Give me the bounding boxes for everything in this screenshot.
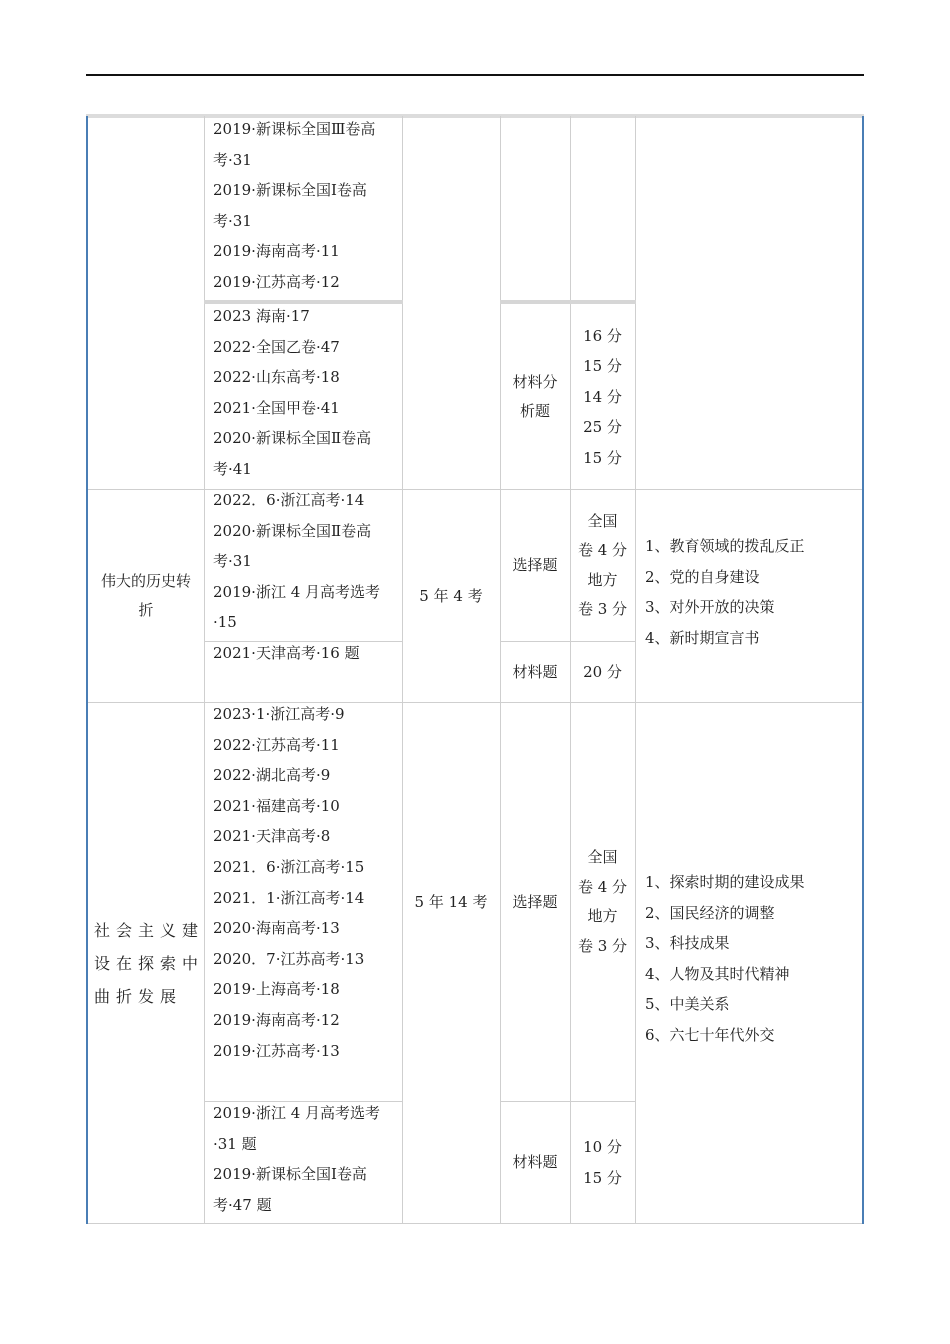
sources-cell (213, 114, 403, 298)
frequency-cell (402, 490, 500, 702)
score-line: 15 分 (583, 448, 622, 467)
score-line: 25 分 (583, 418, 622, 437)
score-line: 卷 4 分 (577, 541, 628, 559)
header-rule (86, 74, 864, 76)
topic-line: 社会主义建 (94, 920, 205, 940)
source-line: 2019·新课标全国Ⅰ卷高 (213, 1165, 367, 1184)
source-line: 2019·江苏高考·12 (213, 272, 340, 291)
source-line: ·15 (213, 613, 237, 632)
question-type-line: 析题 (519, 402, 550, 420)
source-line: 2021·福建高考·10 (213, 796, 340, 815)
source-line: 2020·海南高考·13 (213, 919, 340, 938)
key-point: 3、对外开放的决策 (645, 598, 775, 617)
source-line: 2020·新课标全国Ⅱ卷高 (213, 521, 372, 540)
question-type-cell (500, 1102, 570, 1223)
topic-cell (88, 490, 204, 702)
table-right-border (862, 116, 864, 1224)
score-line: 20 分 (583, 662, 622, 681)
source-line: 2019·海南高考·11 (213, 242, 340, 261)
source-line: 2021．6·浙江高考·15 (213, 857, 365, 876)
source-line: 考·47 题 (213, 1195, 272, 1214)
source-line: 考·31 (213, 552, 252, 571)
source-line: 考·41 (213, 459, 252, 478)
score-line: 全国 (587, 511, 618, 530)
score-line: 地方 (587, 570, 618, 589)
source-line: ·31 题 (213, 1134, 257, 1153)
source-line: 2019·新课标全国Ⅲ卷高 (213, 120, 376, 138)
source-line: 2023·1·浙江高考·9 (213, 705, 345, 723)
topic-cell (88, 703, 204, 1223)
sources-cell (213, 301, 403, 485)
key-point: 5、中美关系 (645, 995, 730, 1014)
score-cell (570, 490, 635, 641)
key-points-cell (645, 531, 860, 653)
source-line: 2021·全国甲卷·41 (213, 398, 340, 417)
key-point: 4、新时期宣言书 (645, 628, 760, 647)
score-line: 15 分 (583, 1168, 622, 1187)
source-line: 2021·天津高考·8 (213, 827, 331, 846)
source-line: 2021·天津高考·16 题 (213, 644, 360, 662)
score-line: 卷 3 分 (577, 936, 628, 955)
score-line: 卷 3 分 (577, 600, 628, 618)
sources-cell (213, 1098, 403, 1220)
source-line: 2020·新课标全国Ⅱ卷高 (213, 429, 372, 448)
sources-cell (213, 699, 403, 1066)
score-line: 16 分 (583, 326, 622, 345)
key-points-cell (645, 867, 860, 1051)
source-line: 考·31 (213, 211, 252, 230)
source-line: 2019·江苏高考·13 (213, 1041, 340, 1060)
score-line: 10 分 (583, 1137, 622, 1156)
question-type-cell (500, 490, 570, 641)
score-cell (570, 1102, 635, 1223)
question-type-line: 选择题 (512, 556, 558, 575)
source-line: 2019·新课标全国Ⅰ卷高 (213, 181, 367, 200)
score-line: 14 分 (583, 387, 622, 406)
key-point: 2、党的自身建设 (645, 567, 760, 586)
score-line: 全国 (587, 848, 618, 866)
source-line: 2020．7·江苏高考·13 (213, 949, 365, 968)
question-type-cell (500, 642, 570, 702)
score-cell (570, 703, 635, 1101)
question-type-line: 选择题 (512, 892, 558, 911)
source-line: 2022·江苏高考·11 (213, 735, 340, 754)
key-point: 1、教育领域的拨乱反正 (645, 537, 805, 555)
topic-line: 伟大的历史转 (100, 572, 191, 590)
key-point: 2、国民经济的调整 (645, 903, 775, 922)
score-cell (570, 304, 635, 490)
topic-line: 设在探索中 (94, 953, 205, 973)
source-line: 2022．6·浙江高考·14 (213, 491, 365, 509)
source-line: 2022·山东高考·18 (213, 368, 340, 387)
question-type-line: 材料题 (512, 662, 558, 681)
source-line: 2021．1·浙江高考·14 (213, 888, 365, 907)
key-point: 4、人物及其时代精神 (645, 964, 790, 983)
source-line: 2022·湖北高考·9 (213, 766, 331, 785)
source-line: 2023 海南·17 (213, 307, 310, 325)
source-line: 2019·上海高考·18 (213, 980, 340, 999)
source-line: 2022·全国乙卷·47 (213, 337, 340, 356)
score-cell (570, 642, 635, 702)
score-line: 卷 4 分 (577, 877, 628, 896)
key-point: 6、六七十年代外交 (645, 1025, 775, 1044)
question-type-cell (500, 304, 570, 490)
source-line: 2019·浙江 4 月高考选考 (213, 1104, 381, 1122)
score-line: 地方 (587, 907, 618, 925)
topic-line: 折 (138, 601, 154, 619)
sources-cell (213, 485, 403, 638)
source-line: 2019·海南高考·12 (213, 1010, 340, 1029)
score-line: 15 分 (583, 357, 622, 376)
question-type-line: 材料题 (512, 1153, 558, 1172)
source-line: 2019·浙江 4 月高考选考 (213, 582, 381, 601)
frequency-label: 5 年 14 考 (414, 892, 488, 911)
frequency-cell (402, 703, 500, 1101)
key-point: 3、科技成果 (645, 934, 730, 953)
question-type-cell (500, 703, 570, 1101)
question-type-line: 材料分 (512, 373, 558, 391)
key-point: 1、探索时期的建设成果 (645, 873, 805, 891)
source-line: 考·31 (213, 150, 252, 169)
sources-cell (213, 638, 403, 669)
topic-line: 曲折发展 (94, 986, 183, 1006)
frequency-label: 5 年 4 考 (419, 586, 483, 605)
